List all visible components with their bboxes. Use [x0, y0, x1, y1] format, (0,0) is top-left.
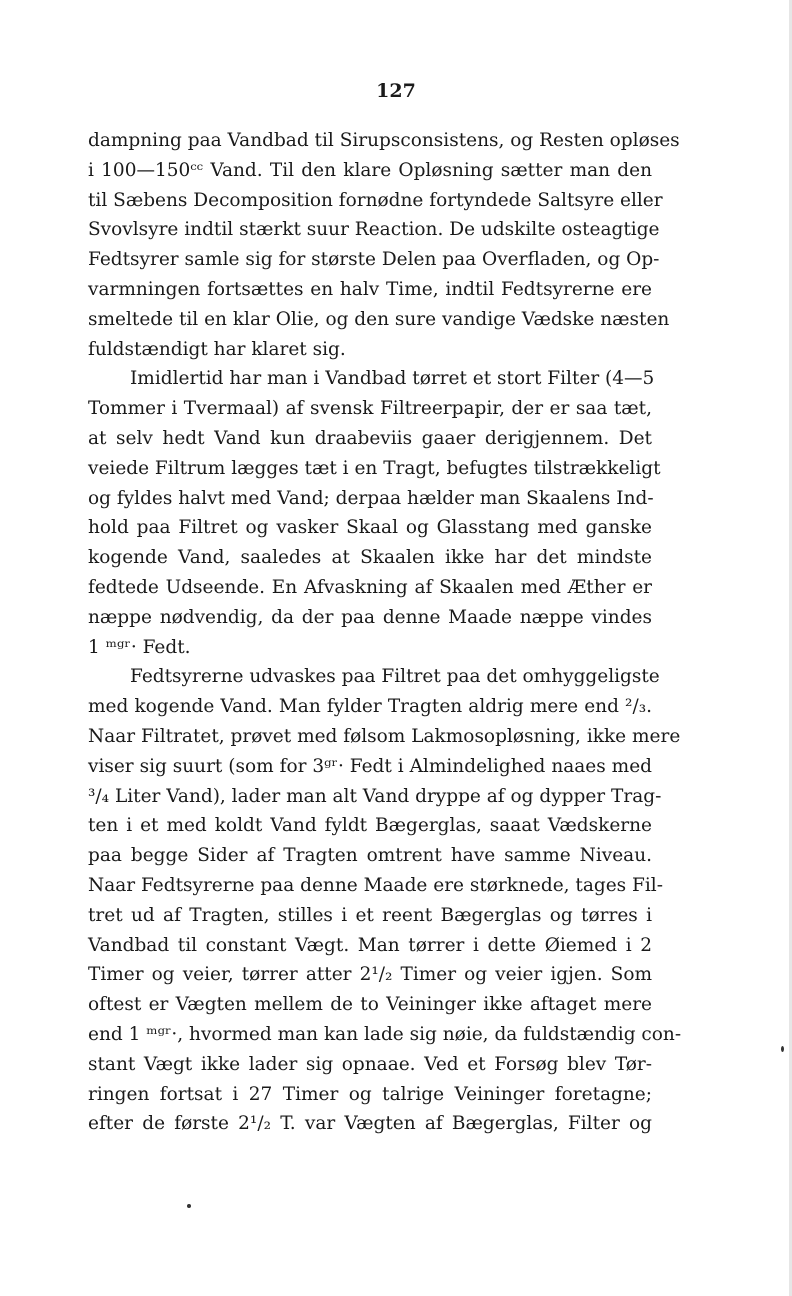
text-line: 1 ᵐᵍʳ· Fedt.	[88, 636, 191, 658]
text-line: tret ud af Tragten, stilles i et reent Bægerglas og tørres i	[88, 904, 652, 926]
text-line: varmningen fortsættes en halv Time, indtil Fedtsyrerne ere	[88, 278, 652, 300]
text-line: Naar Fedtsyrerne paa denne Maade ere størknede, tages Fil-	[88, 874, 663, 896]
text-line: Imidlertid har man i Vandbad tørret et stort Filter (4—5	[130, 368, 655, 390]
ink-speck	[781, 1046, 784, 1052]
text-line: hold paa Filtret og vasker Skaal og Glasstang med ganske	[88, 517, 652, 539]
text-line: Svovlsyre indtil stærkt suur Reaction. De udskilte osteagtige	[88, 219, 660, 241]
text-line: Tommer i Tvermaal) af svensk Filtreerpapir, der er saa tæt,	[88, 398, 652, 420]
text-line: efter de første 2¹/₂ T. var Vægten af Bægerglas, Filter og	[88, 1113, 652, 1135]
text-line: veiede Filtrum lægges tæt i en Tragt, befugtes tilstrækkeligt	[88, 457, 661, 479]
page-number: 127	[376, 80, 416, 102]
text-line: at selv hedt Vand kun draabeviis gaaer derigjennem. Det	[88, 427, 652, 449]
body-text	[88, 126, 682, 1139]
text-line: Vandbad til constant Vægt. Man tørrer i dette Øiemed i 2	[88, 934, 652, 956]
text-line: til Sæbens Decomposition fornødne fortyndede Saltsyre eller	[88, 189, 663, 211]
text-line: viser sig suurt (som for 3ᵍʳ· Fedt i Almindelighed naaes med	[88, 755, 652, 777]
text-line: næppe nødvendig, da der paa denne Maade næppe vindes	[88, 606, 652, 628]
text-line: fedtede Udseende. En Afvaskning af Skaalen med Æther er	[88, 576, 652, 598]
text-line: stant Vægt ikke lader sig opnaae. Ved et Forsøg blev Tør-	[88, 1053, 652, 1075]
text-line: med kogende Vand. Man fylder Tragten aldrig mere end ²/₃.	[88, 696, 652, 718]
text-line: ten i et med koldt Vand fyldt Bægerglas, saaat Vædskerne	[88, 815, 652, 837]
text-line: fuldstændigt har klaret sig.	[88, 338, 346, 360]
text-line: ringen fortsat i 27 Timer og talrige Veininger foretagne;	[88, 1083, 652, 1105]
text-line: smeltede til en klar Olie, og den sure vandige Vædske næsten	[88, 308, 670, 330]
text-line: Naar Filtratet, prøvet med følsom Lakmosopløsning, ikke mere	[88, 725, 681, 747]
text-line: ³/₄ Liter Vand), lader man alt Vand dryppe af og dypper Trag-	[88, 785, 662, 807]
text-line: Fedtsyrerne udvaskes paa Filtret paa det omhyggeligste	[130, 666, 660, 688]
text-line: paa begge Sider af Tragten omtrent have samme Niveau.	[88, 845, 652, 867]
text-line: dampning paa Vandbad til Sirupsconsistens, og Resten opløses	[88, 130, 680, 151]
ink-speck	[187, 1204, 191, 1208]
text-line: i 100—150ᶜᶜ Vand. Til den klare Opløsning sætter man den	[88, 159, 652, 181]
text-line: oftest er Vægten mellem de to Veininger ikke aftaget mere	[88, 994, 652, 1016]
text-line: og fyldes halvt med Vand; derpaa hælder man Skaalens Ind-	[88, 487, 654, 509]
text-line: end 1 ᵐᵍʳ·, hvormed man kan lade sig nøie, da fuldstændig con-	[88, 1023, 682, 1045]
text-line: kogende Vand, saaledes at Skaalen ikke har det mindste	[88, 547, 652, 569]
text-line: Fedtsyrer samle sig for største Delen paa Overfladen, og Op-	[88, 249, 660, 271]
text-line: Timer og veier, tørrer atter 2¹/₂ Timer og veier igjen. Som	[88, 964, 652, 986]
